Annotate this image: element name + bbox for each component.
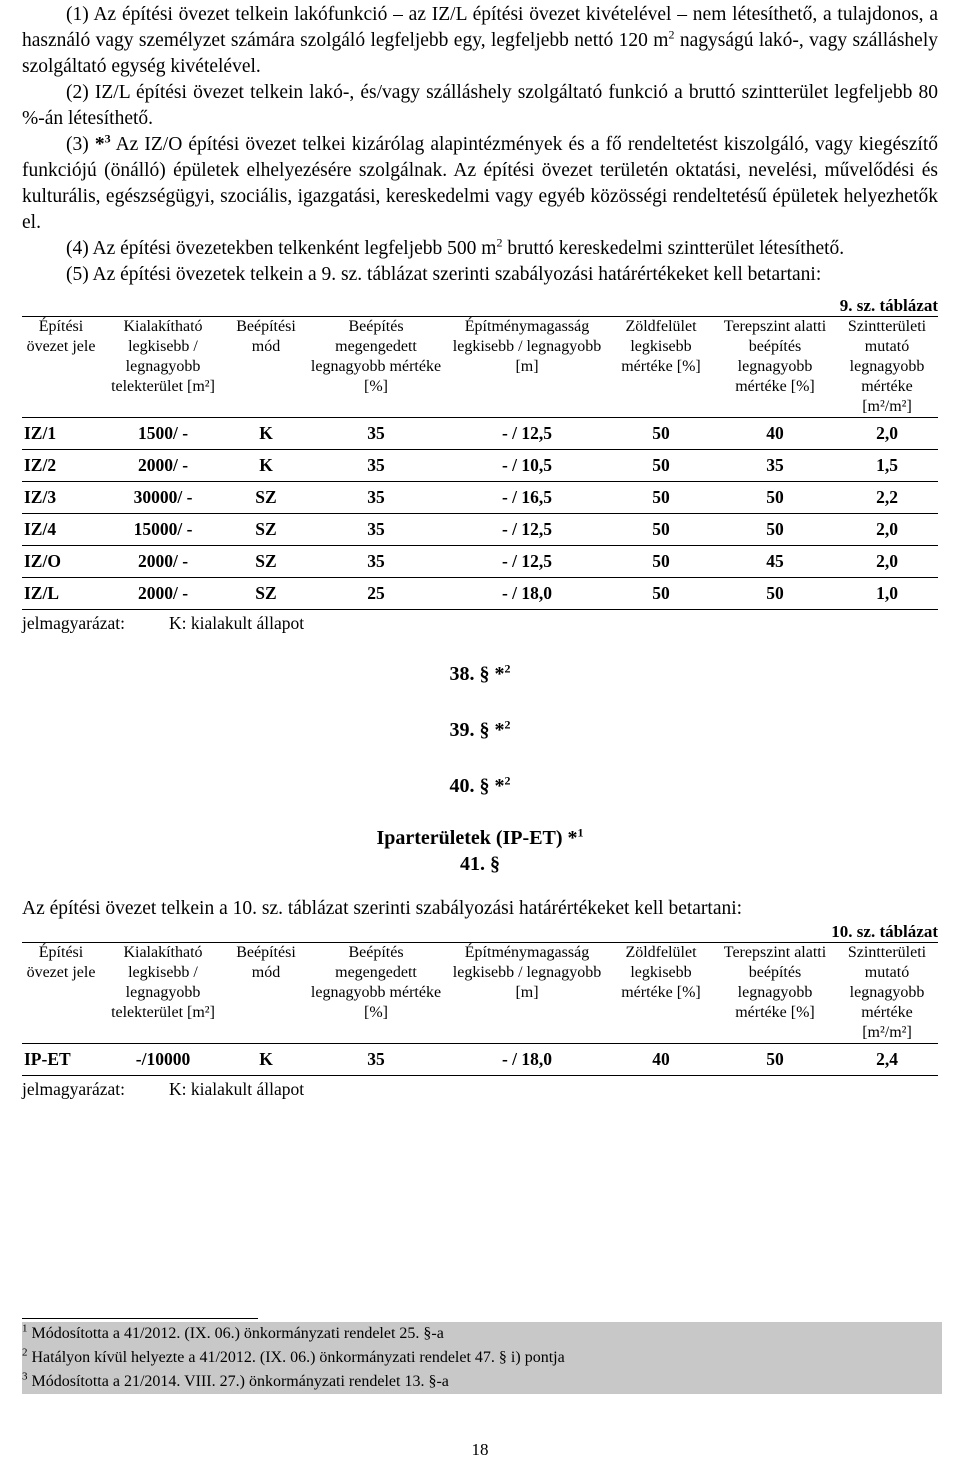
table-header: Építési övezet jele (22, 317, 100, 418)
legend-label: jelmagyarázat: (22, 613, 125, 633)
table-cell: - / 18,0 (446, 578, 608, 610)
table-cell: - / 12,5 (446, 418, 608, 450)
table-cell: 30000/ - (100, 482, 226, 514)
paragraph-6: Az építési övezet telkein a 10. sz. táblázat szerinti szabályozási határértékeket kell betartani: (22, 898, 743, 919)
table-cell: 2000/ - (100, 450, 226, 482)
table-10-header-row (22, 943, 938, 1044)
paragraph-3: (3) *$^3$ Az IZ/O építési övezet telkei kizárólag alapintézmények és a fő rendeltetést kiszolgáló, vagy kiegészítő funkciójú (önálló) épületek elhelyezésére szolgálnak. Az építési övezet területén oktatási, nevelési, művelődési és kulturális, egészségügyi, szociális, igazgatási, kereskedelmi vagy egyéb közösségi rendeltetésű épületek helyezhetők el. (22, 131, 938, 233)
footnote-1: $^1$ Módosította a 41/2012. (IX. 06.) önkormányzati rendelet 25. §-a (22, 1322, 942, 1346)
table-cell: 35 (306, 418, 446, 450)
table-cell: IZ/O (22, 546, 100, 578)
table-cell: - / 12,5 (446, 514, 608, 546)
table-cell: 50 (608, 514, 714, 546)
legend-label: jelmagyarázat: (22, 1079, 125, 1099)
section-heading-iparteruletek: Iparterületek (IP-ET) *$^1$ (376, 825, 584, 849)
table-header: Építési övezet jele (22, 943, 100, 1044)
footnote-2: $^2$ Hatályon kívül helyezte a 41/2012. (IX. 06.) önkormányzati rendelet 47. § i) pontja (22, 1346, 942, 1370)
legend-text: K: kialakult állapot (169, 613, 305, 633)
table-header: Beépítés megengedett legnagyobb mértéke [%] (306, 317, 446, 418)
legend-text: K: kialakult állapot (169, 1079, 305, 1099)
table-cell: - / 16,5 (446, 482, 608, 514)
table-cell: IZ/2 (22, 450, 100, 482)
table-cell: 2,0 (836, 418, 938, 450)
table-cell: 45 (714, 546, 836, 578)
table-cell: 35 (714, 450, 836, 482)
table-cell: - / 10,5 (446, 450, 608, 482)
table-cell: 35 (306, 450, 446, 482)
table-cell: 35 (306, 1044, 446, 1076)
table-row (22, 418, 938, 450)
table-cell: 1500/ - (100, 418, 226, 450)
table-cell: 50 (608, 578, 714, 610)
table-cell: K (226, 450, 306, 482)
table-cell: 2,0 (836, 546, 938, 578)
section-40: 40. § *$^2$ (449, 773, 511, 797)
table-9-caption: 9. sz. táblázat (839, 296, 938, 315)
table-cell: 2,2 (836, 482, 938, 514)
table-cell: 50 (608, 418, 714, 450)
table-cell: 15000/ - (100, 514, 226, 546)
document-page (22, 0, 938, 1102)
table-row (22, 514, 938, 546)
table-cell: SZ (226, 578, 306, 610)
table-cell: 2000/ - (100, 546, 226, 578)
table-cell: 1,0 (836, 578, 938, 610)
table-header: Szintterületi mutató legnagyobb mértéke [m²/m²] (836, 943, 938, 1044)
table-cell: 2000/ - (100, 578, 226, 610)
table-cell: - / 12,5 (446, 546, 608, 578)
table-cell: 50 (608, 450, 714, 482)
table-cell: 50 (608, 546, 714, 578)
table-row (22, 450, 938, 482)
table-cell: SZ (226, 546, 306, 578)
table-cell: IZ/1 (22, 418, 100, 450)
table-9-legend (22, 610, 938, 636)
table-9 (22, 316, 938, 610)
table-header: Beépítés megengedett legnagyobb mértéke [%] (306, 943, 446, 1044)
paragraph-1: (1) Az építési övezet telkein lakófunkció – az IZ/L építési övezet kivételével – nem létesíthető, a tulajdonos, a használó vagy személyzet számára szolgáló legfeljebb egy, legfeljebb nettó 120 $m^2$ nagyságú lakó-, vagy szálláshely szolgáltató egység kivételével. (22, 4, 938, 77)
table-10-caption: 10. sz. táblázat (831, 922, 938, 941)
paragraph-5: (5) Az építési övezetek telkein a 9. sz. táblázat szerinti szabályozási határértékeket kell betartani: (66, 264, 822, 285)
section-39: 39. § *$^2$ (449, 717, 511, 741)
table-header: Kialakítható legkisebb / legnagyobb telekterület [m²] (100, 317, 226, 418)
table-cell: 35 (306, 514, 446, 546)
table-header: Zöldfelület legkisebb mértéke [%] (608, 943, 714, 1044)
table-row (22, 1044, 938, 1076)
table-header: Szintterületi mutató legnagyobb mértéke [m²/m²] (836, 317, 938, 418)
table-cell: IZ/3 (22, 482, 100, 514)
table-10 (22, 942, 938, 1076)
footnotes (22, 1322, 942, 1394)
table-header: Építménymagasság legkisebb / legnagyobb [m] (446, 317, 608, 418)
table-cell: 50 (714, 1044, 836, 1076)
table-cell: -/10000 (100, 1044, 226, 1076)
table-cell: IZ/4 (22, 514, 100, 546)
table-cell: K (226, 1044, 306, 1076)
table-cell: IZ/L (22, 578, 100, 610)
table-cell: 35 (306, 546, 446, 578)
table-10-legend (22, 1076, 938, 1102)
footnote-separator (22, 1318, 258, 1319)
table-cell: 50 (608, 482, 714, 514)
table-header: Építménymagasság legkisebb / legnagyobb [m] (446, 943, 608, 1044)
page-number: 18 (471, 1440, 489, 1459)
table-row (22, 482, 938, 514)
table-cell: 40 (608, 1044, 714, 1076)
table-cell: 2,4 (836, 1044, 938, 1076)
table-cell: SZ (226, 514, 306, 546)
table-header: Zöldfelület legkisebb mértéke [%] (608, 317, 714, 418)
table-cell: 1,5 (836, 450, 938, 482)
table-cell: 35 (306, 482, 446, 514)
table-cell: 50 (714, 578, 836, 610)
table-cell: 25 (306, 578, 446, 610)
section-41: 41. § (460, 853, 500, 875)
footnote-marker[interactable]: * (94, 134, 105, 155)
table-cell: 50 (714, 514, 836, 546)
paragraph-2: (2) IZ/L építési övezet telkein lakó-, és/vagy szálláshely szolgáltató funkció a bruttó szintterület legfeljebb 80 %-án létesíthető. (22, 82, 938, 129)
table-header: Beépítési mód (226, 317, 306, 418)
table-cell: 50 (714, 482, 836, 514)
table-cell: SZ (226, 482, 306, 514)
table-cell: - / 18,0 (446, 1044, 608, 1076)
table-header: Beépítési mód (226, 943, 306, 1044)
paragraph-4: (4) Az építési övezetekben telkenként legfeljebb 500 $m^2$ bruttó kereskedelmi szintterület létesíthető. (66, 235, 845, 259)
footnote-3: $^3$ Módosította a 21/2014. VIII. 27.) önkormányzati rendelet 13. §-a (22, 1370, 942, 1394)
table-row (22, 578, 938, 610)
table-cell: K (226, 418, 306, 450)
table-header: Terepszint alatti beépítés legnagyobb mértéke [%] (714, 943, 836, 1044)
table-cell: 40 (714, 418, 836, 450)
table-cell: IP-ET (22, 1044, 100, 1076)
table-cell: 2,0 (836, 514, 938, 546)
table-9-header-row (22, 317, 938, 418)
table-row (22, 546, 938, 578)
table-header: Terepszint alatti beépítés legnagyobb mértéke [%] (714, 317, 836, 418)
section-38: 38. § *$^2$ (449, 661, 511, 685)
table-header: Kialakítható legkisebb / legnagyobb telekterület [m²] (100, 943, 226, 1044)
